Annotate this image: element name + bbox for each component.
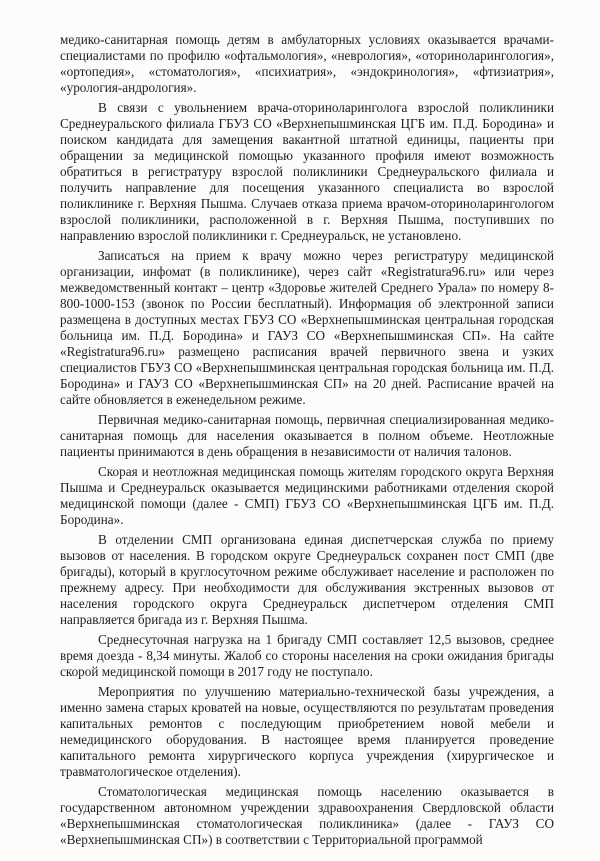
paragraph-dispatch: В отделении СМП организована единая диспетчерская служба по приему вызовов от населения. В городском округе Среднеуральск сохранен пост СМП (две бригады), который в круглосуточном режиме обслуживает население и расположен по прежнему адресу. При необходимости для обслуживания экстренных вызовов от населения городского округа Среднеуральск диспетчером отделения СМП направляется бригада из г. Верхняя Пышма. [60, 532, 554, 627]
document-body [60, 32, 554, 848]
paragraph-ent-vacancy: В связи с увольнением врача-оториноларинголога взрослой поликлиники Среднеуральского филиала ГБУЗ СО «Верхнепышминская ЦГБ им. П.Д. Бородина» и поиском кандидата для замещения вакантной штатной единицы, пациенты при обращении за медицинской помощью указанного профиля имеют возможность обратиться в регистратуру взрослой поликлиники Среднеуральского филиала и получить направление для посещения указанного специалиста во взрослой поликлинике г. Верхняя Пышма. Случаев отказа приема врачом-оториноларингологом взрослой поликлиники, расположенной в г. Верхняя Пышма, поступивших по направлению взрослой поликлиники г. Среднеуральск, не установлено. [60, 100, 554, 243]
paragraph-renovation: Мероприятия по улучшению материально-технической базы учреждения, а именно замена старых кроватей на новые, осуществляются по результатам проведения капитальных ремонтов с последующим приобретением новой мебели и немедицинского оборудования. В настоящее время планируется проведение капитального ремонта хирургического корпуса учреждения (хирургическое и травматологическое отделения). [60, 684, 554, 779]
paragraph-appointment: Записаться на прием к врачу можно через регистратуру медицинской организации, инфомат (в поликлинике), через сайт «Registratura96.ru» или через межведомственный контакт – центр «Здоровье жителей Среднего Урала» по номеру 8-800-1000-153 (звонок по России бесплатный). Информация об электронной записи размещена в доступных местах ГБУЗ СО «Верхнепышминская центральная городская больница им. П.Д. Бородина» и ГАУЗ СО «Верхнепышминская СП». На сайте «Registratura96.ru» размещено расписания врачей первичного звена и узких специалистов ГБУЗ СО «Верхнепышминская центральная городская больница им. П.Д. Бородина» и ГАУЗ СО «Верхнепышминская СП» на 20 дней. Расписание врачей на сайте обновляется в еженедельном режиме. [60, 248, 554, 407]
paragraph-primary-care: Первичная медико-санитарная помощь, первичная специализированная медико-санитарная помощь для населения оказывается в полном объеме. Неотложные пациенты принимаются в день обращения в независимости от наличия талонов. [60, 412, 554, 459]
paragraph-dental: Стоматологическая медицинская помощь населению оказывается в государственном автономном учреждении здравоохранения Свердловской области «Верхнепышминская стоматологическая поликлиника» (далее - ГАУЗ СО «Верхнепышминская СП») в соответствии с Территориальной программой [60, 784, 554, 847]
paragraph-load: Среднесуточная нагрузка на 1 бригаду СМП составляет 12,5 вызовов, среднее время доезда - 8,34 минуты. Жалоб со стороны населения на сроки ожидания бригады скорой медицинской помощи в 2017 году не поступало. [60, 632, 554, 679]
paragraph-specialists: медико-санитарная помощь детям в амбулаторных условиях оказывается врачами-специалистами по профилю «офтальмология», «неврология», «оториноларингология», «ортопедия», «стоматология», «психиатрия», «эндокринология», «фтизиатрия», «урология-андрология». [60, 32, 554, 95]
paragraph-emergency: Скорая и неотложная медицинская помощь жителям городского округа Верхняя Пышма и Среднеуральск оказывается медицинскими работниками отделения скорой медицинской помощи (далее - СМП) ГБУЗ СО «Верхнепышминская ЦГБ им. П.Д. Бородина». [60, 464, 554, 527]
